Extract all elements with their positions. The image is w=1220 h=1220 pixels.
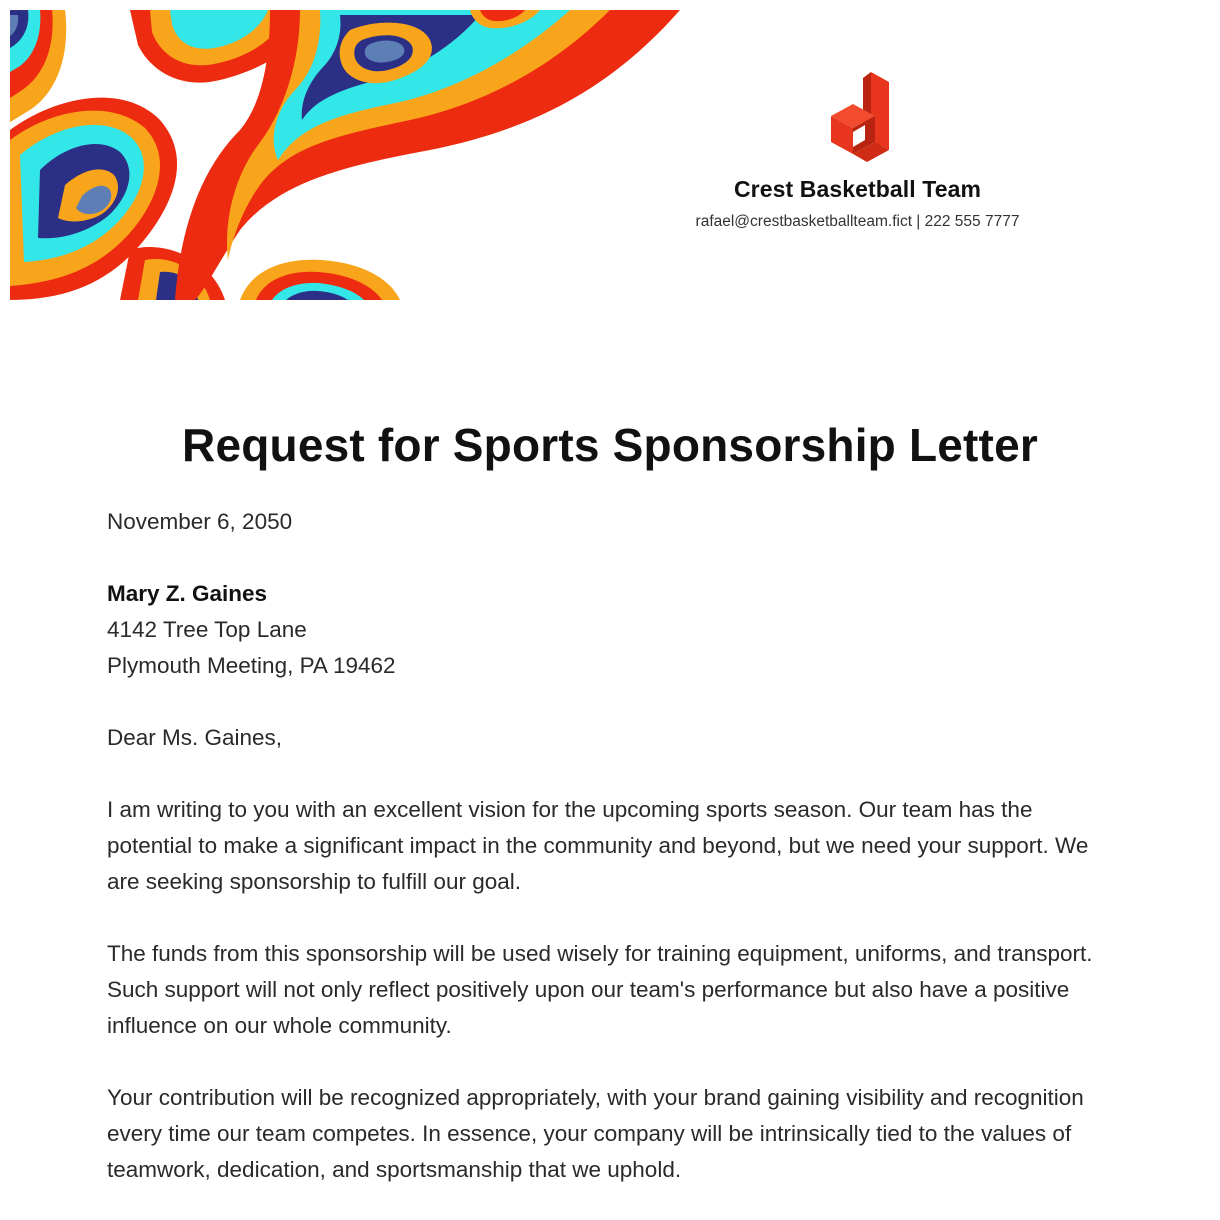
body-paragraph: I am writing to you with an excellent vision for the upcoming sports season. Our team has the potential to make a significant impact in the community and beyond, but we need your support. We are seeking sponsorship to fulfill our goal.: [107, 797, 1089, 894]
abstract-wave-pattern-icon: [10, 10, 680, 300]
recipient-street: 4142 Tree Top Lane: [107, 617, 307, 642]
crest-d-logo-icon: [823, 70, 893, 166]
team-name: Crest Basketball Team: [733, 176, 982, 202]
salutation: Dear Ms. Gaines,: [107, 725, 283, 750]
letter-body: [107, 504, 1117, 1220]
brand-block: [640, 70, 1075, 231]
recipient-address: [107, 576, 1117, 684]
recipient-city: Plymouth Meeting, PA 19462: [107, 653, 396, 678]
body-paragraph: The funds from this sponsorship will be used wisely for training equipment, uniforms, and transport. Such support will not only reflect positively upon our team's performance but also have a positive influence on our whole community.: [107, 941, 1093, 1038]
letter-date: November 6, 2050: [107, 509, 293, 534]
body-paragraph: Your contribution will be recognized appropriately, with your brand gaining visibility and recognition every time our team competes. In essence, your company will be intrinsically tied to the values of teamwork, dedication, and sportsmanship that we uphold.: [107, 1085, 1084, 1182]
document-title: Request for Sports Sponsorship Letter: [182, 419, 1038, 471]
team-contact: rafael@crestbasketballteam.fict | 222 555 7777: [695, 213, 1020, 230]
recipient-name: Mary Z. Gaines: [107, 581, 268, 606]
